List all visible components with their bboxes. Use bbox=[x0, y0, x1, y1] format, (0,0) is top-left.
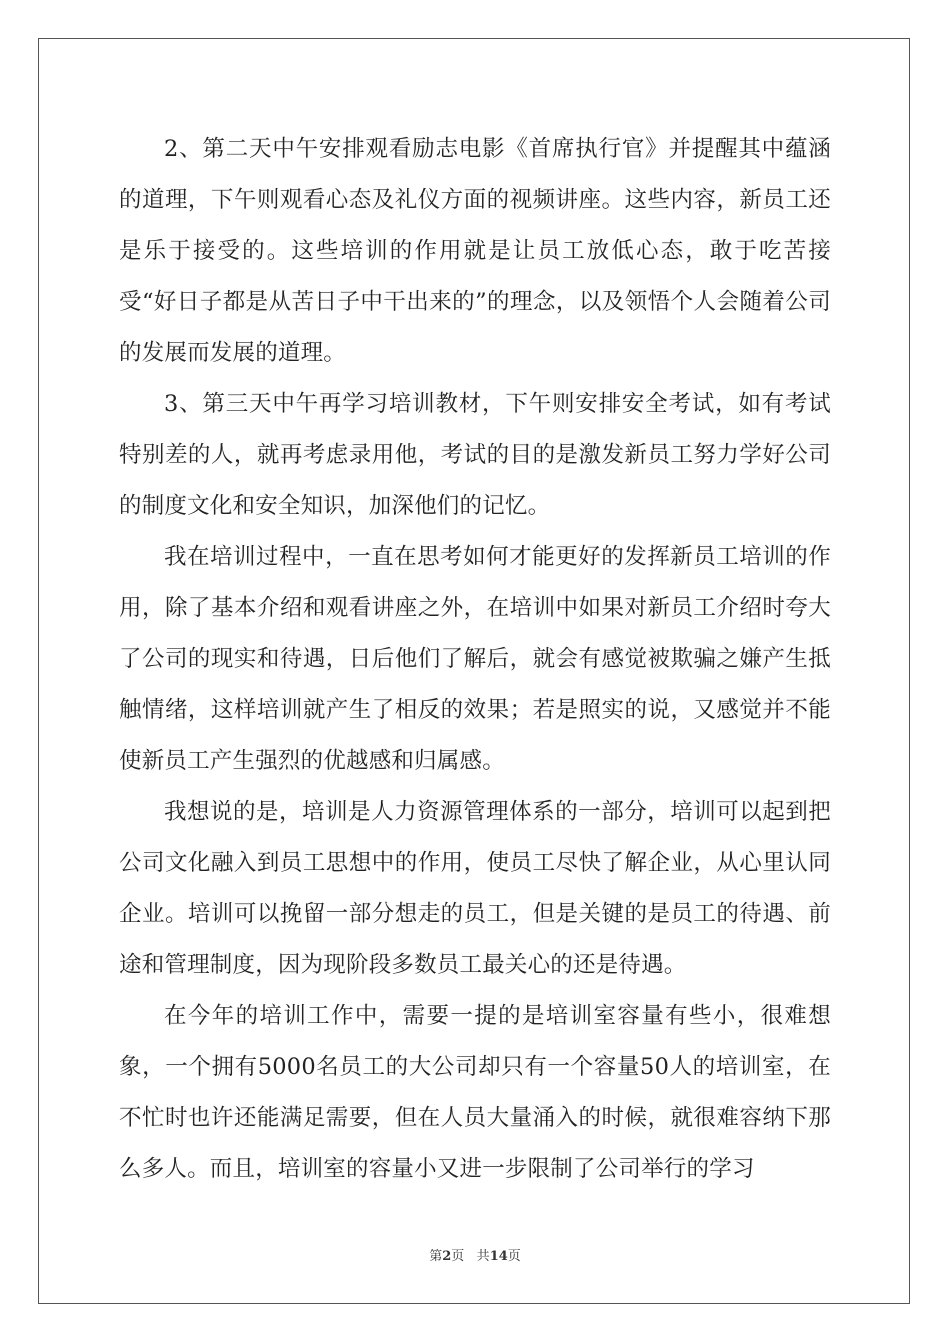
total-pages: 14 bbox=[489, 1249, 508, 1264]
total-suffix: 页 bbox=[507, 1249, 521, 1264]
footer-gap bbox=[464, 1249, 476, 1264]
paragraph-5: 在今年的培训工作中，需要一提的是培训室容量有些小，很难想象，一个拥有5000名员工的大公司却只有一个容量50人的培训室，在不忙时也许还能满足需要，但在人员大量涌入的时候，就很难容纳下那么多人。而且，培训室的容量小又进一步限制了公司举行的学习 bbox=[119, 1003, 831, 1182]
total-prefix: 共 bbox=[476, 1249, 490, 1264]
page-footer bbox=[0, 1245, 950, 1264]
paragraph-1: 2、第二天中午安排观看励志电影《首席执行官》并提醒其中蕴涵的道理，下午则观看心态及礼仪方面的视频讲座。这些内容，新员工还是乐于接受的。这些培训的作用就是让员工放低心态，敢于吃苦接受“好日子都是从苦日子中干出来的”的理念，以及领悟个人会随着公司的发展而发展的道理。 bbox=[119, 136, 831, 366]
paragraph-3: 我在培训过程中，一直在思考如何才能更好的发挥新员工培训的作用，除了基本介绍和观看讲座之外，在培训中如果对新员工介绍时夸大了公司的现实和待遇，日后他们了解后，就会有感觉被欺骗之嫌产生抵触情绪，这样培训就产生了相反的效果；若是照实的说，又感觉并不能使新员工产生强烈的优越感和归属感。 bbox=[119, 544, 831, 774]
page-prefix: 第 bbox=[429, 1249, 443, 1264]
page-suffix: 页 bbox=[451, 1249, 465, 1264]
paragraph-4: 我想说的是，培训是人力资源管理体系的一部分，培训可以起到把公司文化融入到员工思想中的作用，使员工尽快了解企业，从心里认同企业。培训可以挽留一部分想走的员工，但是关键的是员工的待遇、前途和管理制度，因为现阶段多数员工最关心的还是待遇。 bbox=[119, 799, 831, 978]
paragraph-2: 3、第三天中午再学习培训教材，下午则安排安全考试，如有考试特别差的人，就再考虑录用他，考试的目的是激发新员工努力学好公司的制度文化和安全知识，加深他们的记忆。 bbox=[119, 391, 831, 519]
document-body bbox=[119, 124, 831, 1195]
page-number: 2 bbox=[442, 1249, 452, 1264]
